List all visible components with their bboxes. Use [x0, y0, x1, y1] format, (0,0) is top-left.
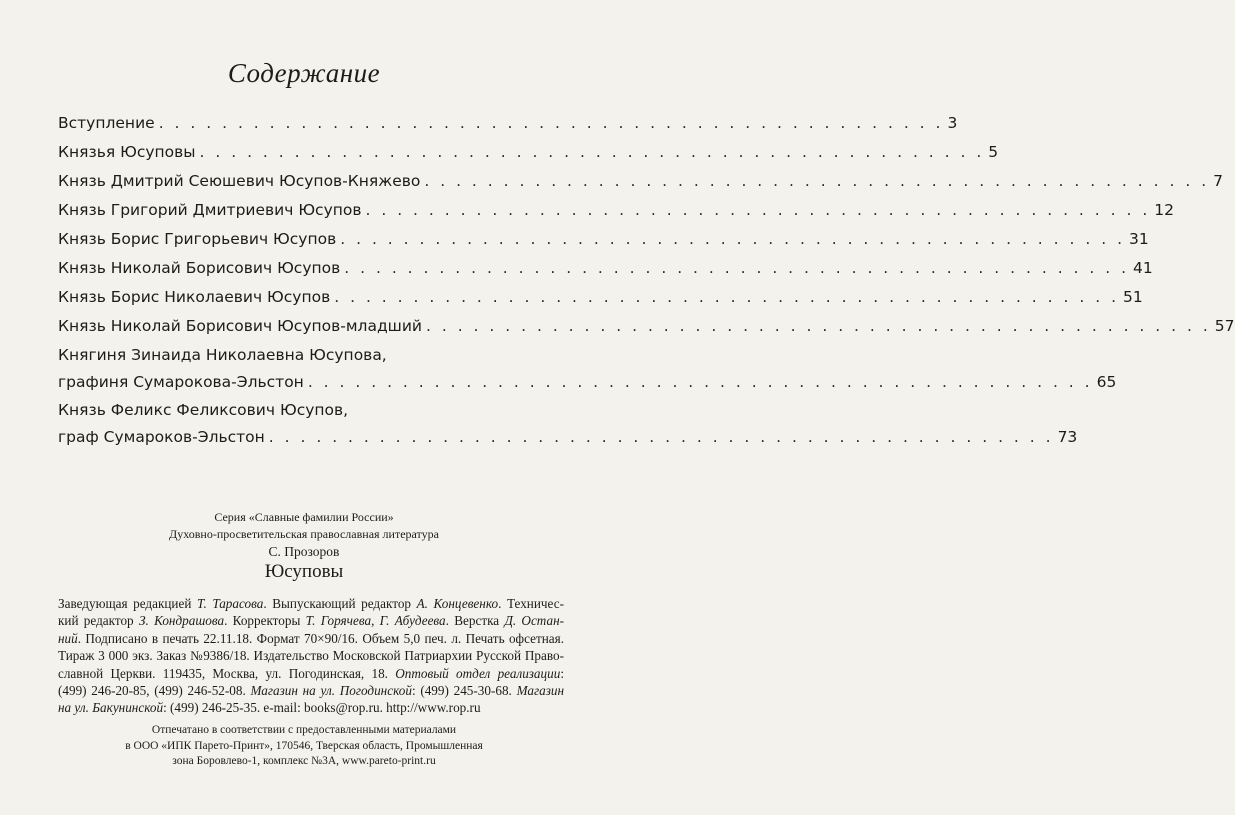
credits-name: ний [58, 630, 78, 646]
credits-text: . Верстка [445, 613, 505, 629]
toc-entry-page: 3 [947, 114, 958, 132]
credits-line [58, 612, 564, 629]
credits-line [58, 682, 564, 699]
toc-title: Содержание [227, 58, 381, 88]
toc-entry-page: 12 [1154, 201, 1175, 219]
toc-entry-label: Князь Борис Григорьевич Юсупов [58, 230, 337, 248]
credits-line [58, 665, 564, 682]
toc-entry-label: Князь Григорий Дмитриевич Юсупов [58, 201, 362, 219]
credits-name: Магазин на ул. Погодинской [250, 683, 412, 699]
printer-line: зона Боровлево-1, комплекс №3А, www.pareto-print.ru [172, 755, 436, 767]
credits-text: . Техничес- [498, 596, 564, 611]
toc-entry [58, 200, 1175, 220]
toc-entry-label: Князь Николай Борисович Юсупов-младший [58, 317, 422, 335]
credits-name: Г. Абудеева [379, 613, 446, 629]
dot-leader: . . . . . . . . . . . . . . . . . . . . . . . . . . . . . . . . . . . . . . . . . . . . . . . . . . [426, 317, 1211, 335]
toc-entry-label-line1: Княгиня Зинаида Николаевна Юсупова, [58, 346, 387, 364]
dot-leader: . . . . . . . . . . . . . . . . . . . . . . . . . . . . . . . . . . . . . . . . . . . . . . . . . . [424, 172, 1210, 190]
credits-line [58, 699, 564, 716]
toc-entry-label-line1: Князь Феликс Феликсович Юсупов, [58, 401, 349, 419]
toc-entry-page: 5 [988, 143, 999, 161]
credits-text: . Подписано в печать 22.11.18. Формат 70×90/16. Объем 5,0 печ. л. Печать офсетная. [77, 630, 564, 646]
toc-entry [58, 316, 1235, 336]
credits-name: Т. Горячева [305, 613, 372, 629]
series-name: Серия «Славные фамилии России» [214, 510, 394, 524]
credits-name: на ул. Бакунинской [58, 700, 164, 716]
credits-text: , [371, 613, 380, 629]
credits-text: кий редактор [58, 613, 139, 629]
genre-label: Духовно-просветительская православная литература [169, 527, 439, 541]
toc-entry-label: Князья Юсуповы [58, 143, 196, 161]
credits-name: Магазин [516, 683, 564, 699]
toc-entry [58, 142, 999, 162]
printer-info [0, 723, 608, 770]
book-title: Юсуповы [264, 561, 344, 582]
toc-entry [58, 287, 1143, 307]
toc-entry-page: 51 [1123, 288, 1143, 306]
credits-text: . Выпускающий редактор [263, 596, 417, 611]
toc-entry [58, 113, 958, 133]
credits-text: Тираж 3 000 экз. Заказ №9386/18. Издательство Московской Патриархии Русской Право- [58, 648, 564, 664]
toc-entry-label: графиня Сумарокова-Эльстон [58, 373, 304, 391]
dot-leader: . . . . . . . . . . . . . . . . . . . . . . . . . . . . . . . . . . . . . . . . . . . . . . . . . . [158, 114, 944, 132]
credits-name: Д. Остан- [504, 613, 565, 629]
credits-text: славной Церкви. 119435, Москва, ул. Погодинская, 18. [58, 665, 396, 681]
toc-entry-page: 31 [1129, 230, 1149, 248]
dot-leader: . . . . . . . . . . . . . . . . . . . . . . . . . . . . . . . . . . . . . . . . . . . . . . . . . . [199, 143, 985, 161]
toc-entry [58, 171, 1224, 191]
toc-entry [58, 400, 1078, 447]
dot-leader: . . . . . . . . . . . . . . . . . . . . . . . . . . . . . . . . . . . . . . . . . . . . . . . . . . [268, 428, 1054, 446]
credits-text: Заведующая редакцией [58, 596, 197, 611]
dot-leader: . . . . . . . . . . . . . . . . . . . . . . . . . . . . . . . . . . . . . . . . . . . . . . . . . . [344, 259, 1130, 277]
toc-entry [58, 258, 1153, 278]
dot-leader: . . . . . . . . . . . . . . . . . . . . . . . . . . . . . . . . . . . . . . . . . . . . . . . . . . [340, 230, 1126, 248]
credits-text: . Корректоры [224, 613, 306, 629]
credits-line [58, 595, 564, 612]
printer-line: в ООО «ИПК Парето-Принт», 170546, Тверская область, Промышленная [125, 739, 483, 752]
author-name: С. Прозоров [268, 544, 340, 559]
dot-leader: . . . . . . . . . . . . . . . . . . . . . . . . . . . . . . . . . . . . . . . . . . . . . . . . . . [365, 201, 1151, 219]
toc-entry-label: граф Сумароков-Эльстон [58, 428, 265, 446]
toc-entry-label: Вступление [58, 114, 155, 132]
printer-line: Отпечатано в соответствии с предоставленными материалами [151, 724, 457, 736]
toc-entry-page: 73 [1057, 428, 1078, 446]
credits-text: (499) 246-20-85, (499) 246-52-08. [58, 683, 251, 699]
credits-text: : (499) 245-30-68. [411, 683, 517, 699]
toc-entry [58, 345, 1117, 392]
credits-name: Т. Тарасова [196, 596, 264, 611]
toc-entry-page: 57 [1214, 317, 1235, 335]
publishing-credits [58, 595, 564, 717]
credits-name: З. Кондрашова [138, 613, 225, 629]
credits-text: : (499) 246-25-35. e-mail: books@rop.ru. http://www.rop.ru [163, 700, 481, 716]
toc-entry-label: Князь Дмитрий Сеюшевич Юсупов-Княжево [58, 172, 421, 190]
credits-name: Оптовый отдел реализации [395, 665, 561, 681]
toc-entry-page: 41 [1133, 259, 1153, 277]
credits-line [58, 630, 564, 647]
toc-entry-label: Князь Николай Борисович Юсупов [58, 259, 341, 277]
credits-name: А. Концевенко [416, 596, 499, 611]
toc-entry-page: 65 [1096, 373, 1117, 391]
imprint-block [0, 510, 608, 583]
toc-entry-label: Князь Борис Николаевич Юсупов [58, 288, 331, 306]
dot-leader: . . . . . . . . . . . . . . . . . . . . . . . . . . . . . . . . . . . . . . . . . . . . . . . . . . [334, 288, 1120, 306]
toc-entry [58, 229, 1149, 249]
toc-entry-page: 7 [1213, 172, 1224, 190]
credits-line [58, 647, 564, 664]
dot-leader: . . . . . . . . . . . . . . . . . . . . . . . . . . . . . . . . . . . . . . . . . . . . . . . . . . [307, 373, 1093, 391]
credits-text: : [560, 665, 564, 681]
